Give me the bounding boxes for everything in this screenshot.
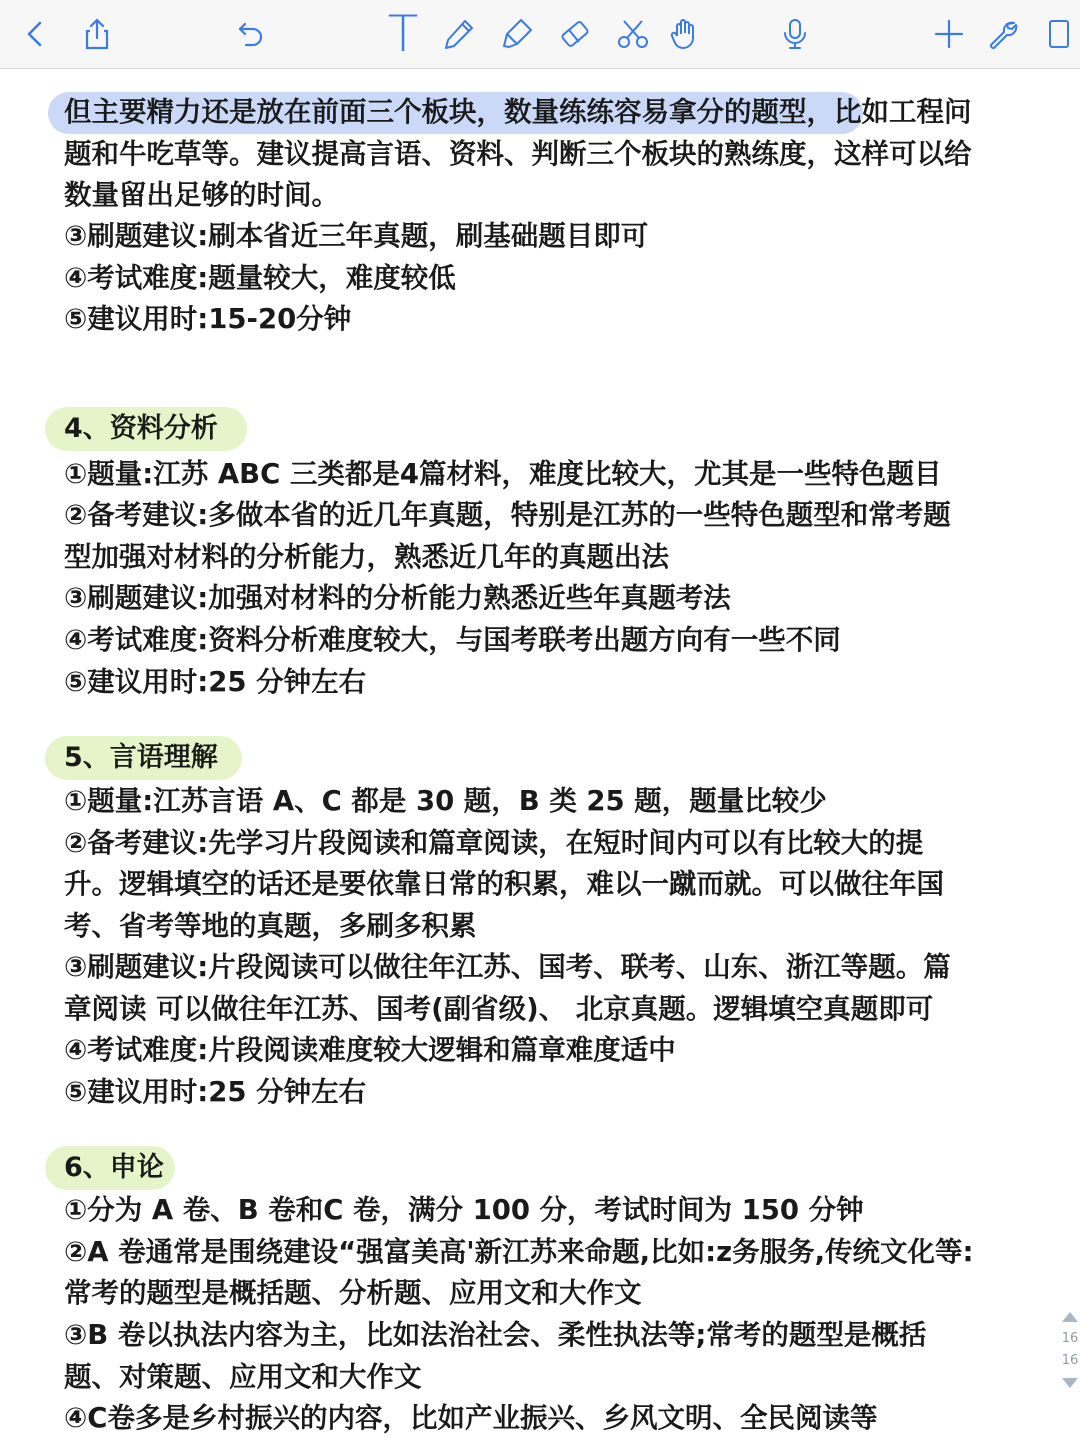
back-chevron-icon[interactable]: [12, 10, 58, 58]
plus-icon[interactable]: [926, 10, 972, 58]
text-line: 题和牛吃草等。建议提高言语、资料、判断三个板块的熟练度，这样可以给: [64, 138, 972, 170]
note-page: [0, 68, 1080, 1440]
scissors-icon[interactable]: [610, 10, 656, 58]
text-line: ①分为 A 卷、B 卷和C 卷，满分 100 分，考试时间为 150 分钟: [64, 1194, 864, 1226]
total-pages: 16: [1061, 1353, 1079, 1368]
text-line: ⑤建议用时:15-20分钟: [64, 303, 352, 335]
text-line: ③B 卷以执法内容为主，比如法治社会、柔性执法等;常考的题型是概括: [64, 1319, 927, 1351]
page-scroller[interactable]: [1060, 1308, 1080, 1408]
text-line: 考、省考等地的真题，多刷多积累: [64, 910, 477, 942]
text-line: ③刷题建议:刷本省近三年真题，刷基础题目即可: [64, 220, 649, 252]
page-up-icon[interactable]: [1062, 1312, 1078, 1322]
text-line: 章阅读 可以做往年江苏、国考(副省级)、 北京真题。逻辑填空真题即可: [64, 993, 934, 1025]
wrench-icon[interactable]: [980, 10, 1026, 58]
current-page: 16: [1061, 1331, 1079, 1346]
highlighted-text: 但主要精力还是放在前面三个板块，数量练练容易拿分的题型: [64, 96, 807, 128]
text-line: 常考的题型是概括题、分析题、应用文和大作文: [64, 1277, 642, 1309]
text-line: 型加强对材料的分析能力，熟悉近几年的真题出法: [64, 541, 669, 573]
text-line: ④考试难度:题量较大，难度较低: [64, 262, 456, 294]
text-line: ③刷题建议:片段阅读可以做往年江苏、国考、联考、山东、浙江等题。篇: [64, 951, 951, 983]
text-line: ⑤建议用时:25 分钟左右: [64, 666, 367, 698]
text-line: ①题量:江苏 ABC 三类都是4篇材料，难度比较大，尤其是一些特色题目: [64, 458, 942, 490]
text-line: ④考试难度:资料分析难度较大，与国考联考出题方向有一些不同: [64, 624, 841, 656]
text-line: ①题量:江苏言语 A、C 都是 30 题，B 类 25 题，题量比较少: [64, 785, 827, 817]
text-line: ②备考建议:多做本省的近几年真题，特别是江苏的一些特色题型和常考题: [64, 499, 951, 531]
eraser-icon[interactable]: [552, 10, 598, 58]
text-line: ②A 卷通常是围绕建设“强富美高'新江苏来命题,比如:z务服务,传统文化等:: [64, 1236, 974, 1268]
toolbar: [0, 0, 1080, 69]
section-heading: 6、申论: [64, 1152, 164, 1183]
pen-icon[interactable]: [436, 10, 482, 58]
page-down-icon[interactable]: [1062, 1378, 1078, 1388]
text-line: ④C卷多是乡村振兴的内容，比如产业振兴、乡风文明、全民阅读等: [64, 1402, 878, 1434]
hand-icon[interactable]: [662, 10, 708, 58]
text-tool-icon[interactable]: T: [387, 5, 419, 63]
text-span: ，比如工程问: [806, 96, 972, 128]
share-icon[interactable]: [74, 10, 120, 58]
highlighter-icon[interactable]: [494, 10, 540, 58]
section-heading: 5、言语理解: [64, 742, 218, 773]
text-line: 题、对策题、应用文和大作文: [64, 1361, 422, 1393]
microphone-icon[interactable]: [772, 10, 818, 58]
undo-icon[interactable]: [228, 10, 274, 58]
text-line: ③刷题建议:加强对材料的分析能力熟悉近些年真题考法: [64, 582, 731, 614]
text-line: ④考试难度:片段阅读难度较大逻辑和篇章难度适中: [64, 1034, 676, 1066]
text-line: ⑤建议用时:25 分钟左右: [64, 1076, 367, 1108]
page-icon[interactable]: [1036, 10, 1080, 58]
text-line: 升。逻辑填空的话还是要依靠日常的积累，难以一蹴而就。可以做往年国: [64, 868, 944, 900]
text-line: ②备考建议:先学习片段阅读和篇章阅读，在短时间内可以有比较大的提: [64, 827, 924, 859]
text-line: [64, 92, 972, 132]
section-heading: 4、资料分析: [64, 413, 218, 444]
text-line: 数量留出足够的时间。: [64, 179, 339, 211]
